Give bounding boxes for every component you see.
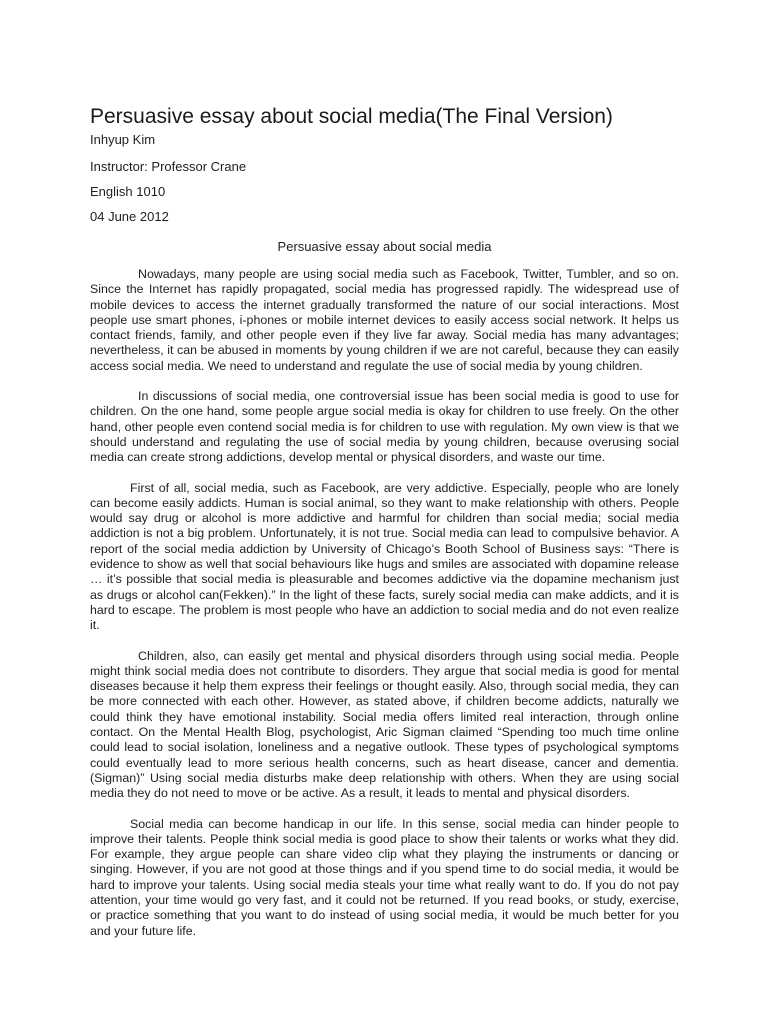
instructor-line: Instructor: Professor Crane [90,159,247,174]
paragraph-2: In discussions of social media, one controversial issue has been social media is good to use for children. On the one hand, some people argue social media is okay for children to use freely. On the other hand, other people even contend social media is for children to use with regulation. My own view is that we should understand and regulating the use of social media by young children, because overusing social media can create strong addictions, develop mental or physical disorders, and waste our time. [90,389,679,465]
paragraph-1: Nowadays, many people are using social media such as Facebook, Twitter, Tumbler, and so on. Since the Internet has rapidly propagated, social media has progressed rapidly. The widespread use of mobile devices to access the internet gradually transformed the nature of our social interactions. Most people use smart phones, i-phones or mobile internet devices to easily access social network. It helps us contact friends, family, and other people even if they live far away. Social media has many advantages; nevertheless, it can be abused in moments by young children if we are not careful, because they can easily access social media. We need to understand and regulate the use of social media by young children. [90,267,679,373]
date-line: 04 June 2012 [90,209,169,224]
course-line: English 1010 [90,184,166,199]
paragraph-5: Social media can become handicap in our life. In this sense, social media can hinder people to improve their talents. People think social media is good place to show their talents or works what they did. For example, they argue people can share video clip what they playing the instruments or dancing or singing. However, if you are not good at those things and if you spend time to do social media, it would be hard to improve your talents. Using social media steals your time what really want to do. If you do not pay attention, your time would go very fast, and it could not be returned. If you read books, or study, exercise, or practice something that you want to do instead of using social media, it would be much better for you and your future life. [90,816,679,938]
document-title: Persuasive essay about social media(The Final Version) [90,105,613,128]
essay-heading: Persuasive essay about social media [277,239,492,254]
paragraph-3: First of all, social media, such as Facebook, are very addictive. Especially, people who are lonely can become easily addicts. Human is social animal, so they want to make relationship with others. People would say drug or alcohol is more addictive and harmful for children than social media; social media addiction is not a big problem. Unfortunately, it is not true. Social media can lead to compulsive behavior. A report of the social media addiction by University of Chicago’s Booth School of Business says: “There is evidence to show as well that social behaviours like hugs and smiles are associated with dopamine release … it’s possible that social media is pleasurable and becomes addictive via the dopamine mechanism just as drugs or alcohol can(Fekken).” In the light of these facts, surely social media can make addicts, and it is hard to escape. The problem is most people who have an addiction to social media and do not even realize it. [90,480,679,633]
author-name: Inhyup Kim [90,132,156,147]
paragraph-4: Children, also, can easily get mental and physical disorders through using social media. People might think social media does not contribute to disorders. They argue that social media is good for mental diseases because it help them express their feelings or thought easily. Also, through social media, they can be more connected with each other. However, as stated above, if children become addicts, naturally we could think they have emotional instability. Social media offers limited real interaction, through online contact. On the Mental Health Blog, psychologist, Aric Sigman claimed “Spending too much time online could lead to social isolation, loneliness and a negative outlook. These types of psychological symptoms could eventually lead to more serious health concerns, such as heart disease, cancer and dementia.(Sigman)” Using social media disturbs make deep relationship with others. When they are using social media they do not need to move or be active. As a result, it leads to mental and physical disorders. [90,648,679,801]
